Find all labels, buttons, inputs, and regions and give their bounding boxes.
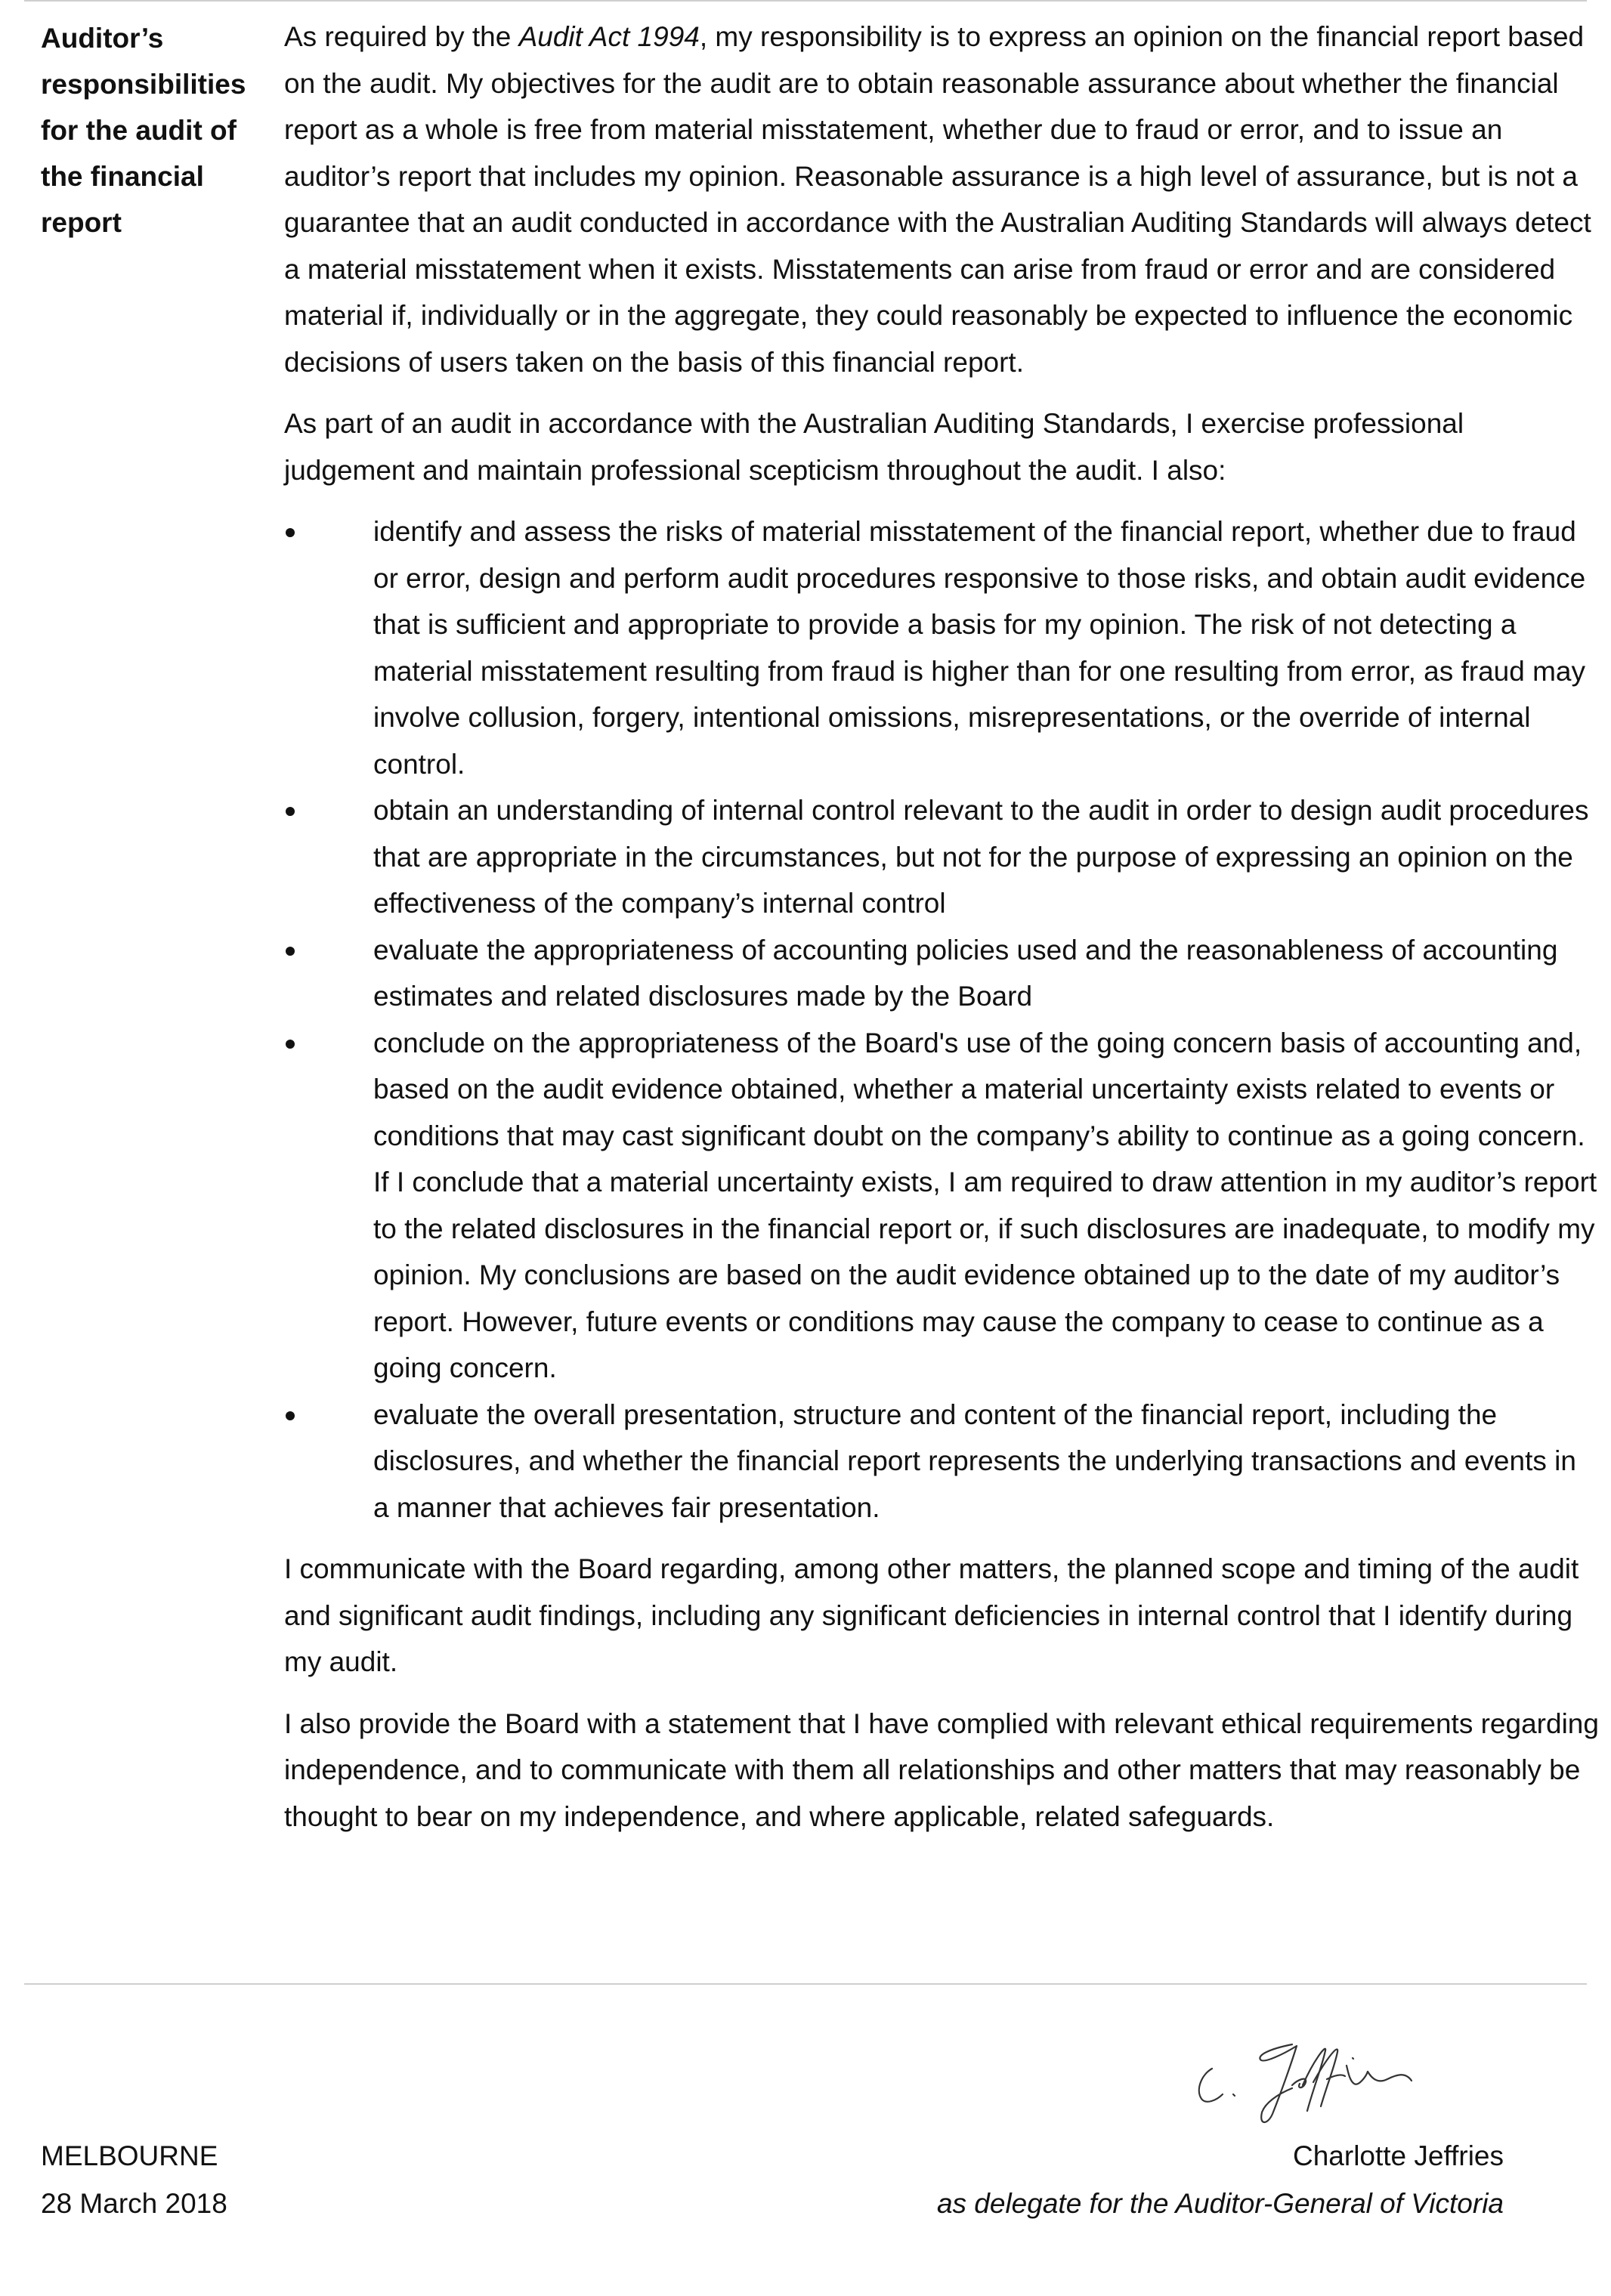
responsibilities-list bbox=[284, 508, 1599, 1531]
list-item bbox=[284, 927, 1599, 1020]
paragraph-board-communication: I communicate with the Board regarding, among other matters, the planned scope and timing of the audit and significant audit findings, including any significant deficiencies in internal control that I identify during my audit. bbox=[284, 1553, 1579, 1677]
signoff-place-date bbox=[41, 2132, 227, 2227]
bullet-icon bbox=[286, 1411, 295, 1420]
list-item bbox=[284, 1392, 1599, 1531]
paragraph-audit-act-rest: , my responsibility is to express an opinion on the financial report based on the audit. My objectives for the audit are to obtain reasonable assurance about whether the financial report as a whole is free from material misstatement, whether due to fraud or error, and to issue an auditor’s report that includes my opinion. Reasonable assurance is a high level of assurance, but is not a guarantee that an audit conducted in accordance with the Australian Auditing Standards will always detect a material misstatement when it exists. Misstatements can arise from fraud or error and are considered material if, individually or in the aggregate, they could reasonably be expected to influence the economic decisions of users taken on the basis of this financial report. bbox=[284, 21, 1591, 378]
handwritten-signature bbox=[1179, 2016, 1421, 2129]
bullet-icon bbox=[286, 1040, 295, 1049]
bullet-icon bbox=[286, 528, 295, 537]
signoff-signatory bbox=[937, 2132, 1504, 2227]
bullet-icon bbox=[286, 807, 295, 816]
audit-act-title: Audit Act 1994 bbox=[518, 21, 700, 52]
signatory-name: Charlotte Jeffries bbox=[1293, 2140, 1504, 2171]
list-item bbox=[284, 508, 1599, 787]
list-item bbox=[284, 1020, 1599, 1392]
paragraph-audit-approach: As part of an audit in accordance with the Australian Auditing Standards, I exercise professional judgement and maintain professional scepticism throughout the audit. I also: bbox=[284, 408, 1464, 486]
list-item-text: evaluate the overall presentation, structure and content of the financial report, including the disclosures, and whether the financial report represents the underlying transactions and events in a manner that achieves fair presentation. bbox=[373, 1398, 1576, 1523]
section-body bbox=[284, 14, 1599, 1855]
auditor-responsibilities-section bbox=[24, 0, 1599, 1985]
list-item-text: conclude on the appropriateness of the Board's use of the going concern basis of accounting and, based on the audit evidence obtained, whether a material uncertainty exists related to events or conditions that may cast significant doubt on the company’s ability to continue as a going concern. If I conclude that a material uncertainty exists, I am required to draw attention in my auditor’s report to the related disclosures in the financial report or, if such disclosures are inadequate, to modify my opinion. My conclusions are based on the audit evidence obtained up to the date of my auditor’s report. However, future events or conditions may cause the company to cease to continue as a going concern. bbox=[373, 1027, 1597, 1383]
list-item-text: identify and assess the risks of material misstatement of the financial report, whether due to fraud or error, design and perform audit procedures responsive to those risks, and obtain audit evidence that is sufficient and appropriate to provide a basis for my opinion. The risk of not detecting a material misstatement resulting from fraud is higher than for one resulting from error, as fraud may involve collusion, forgery, intentional omissions, misrepresentations, or the override of internal control. bbox=[373, 516, 1586, 780]
signoff-city: MELBOURNE bbox=[41, 2140, 218, 2171]
list-item bbox=[284, 787, 1599, 927]
paragraph-audit-act-lead: As required by the bbox=[284, 21, 519, 52]
list-item-text: evaluate the appropriateness of accounting policies used and the reasonableness of accounting estimates and related disclosures made by the Board bbox=[373, 934, 1558, 1012]
section-divider bbox=[24, 1983, 1587, 1985]
signatory-role: as delegate for the Auditor-General of Victoria bbox=[936, 2188, 1504, 2219]
signoff-date: 28 March 2018 bbox=[41, 2188, 227, 2219]
list-item-text: obtain an understanding of internal control relevant to the audit in order to design audit procedures that are appropriate in the circumstances, but not for the purpose of expressing an opinion on the effectiveness of the company’s internal control bbox=[373, 795, 1589, 919]
section-heading: Auditor’s responsibilities for the audit of the financial report bbox=[41, 23, 246, 238]
paragraph-independence-statement: I also provide the Board with a statement that I have complied with relevant ethical requirements regarding independence, and to communicate with them all relationships and other matters that may reasonably be thought to bear on my independence, and where applicable, related safeguards. bbox=[284, 1707, 1599, 1832]
paragraph-audit-act bbox=[284, 14, 1599, 385]
bullet-icon bbox=[286, 947, 295, 956]
